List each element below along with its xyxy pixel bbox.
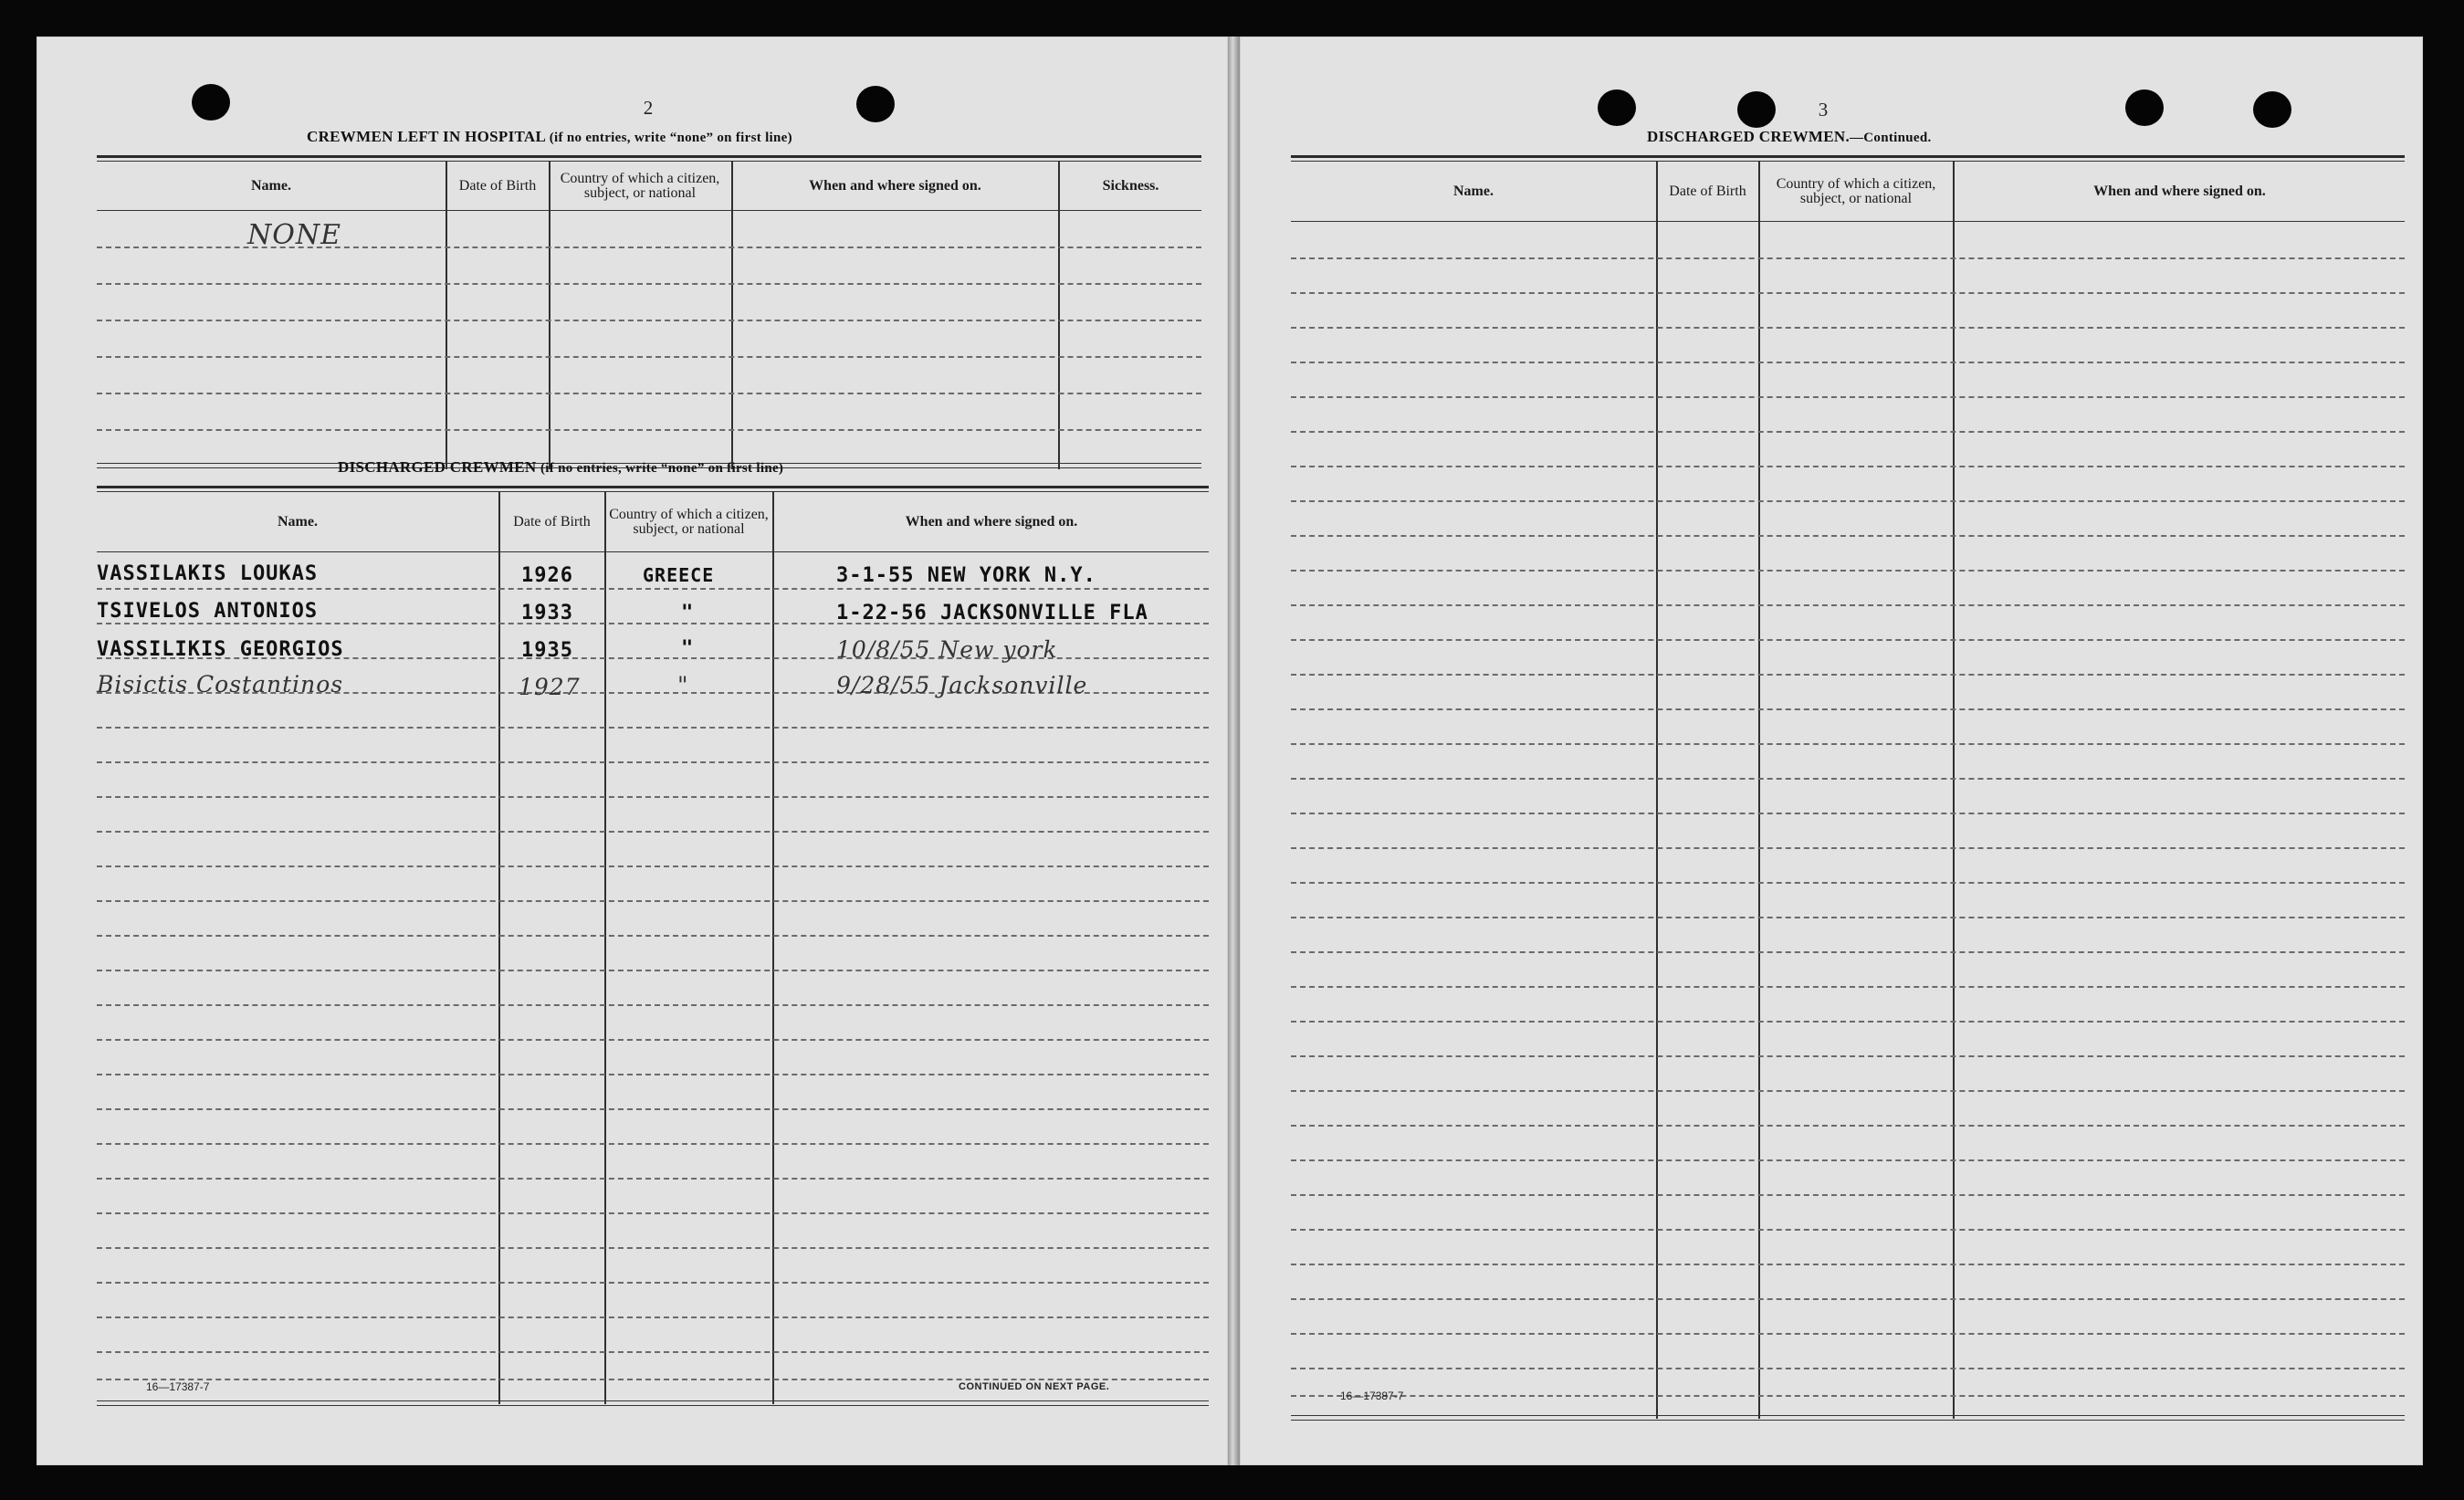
crewman-name: VASSILIKIS GEORGIOS [97,638,344,661]
header-signed: When and where signed on. [905,514,1078,530]
punch-hole [2253,91,2291,128]
header-dob: Date of Birth [1669,184,1746,199]
crewman-signed: 3-1-55 NEW YORK N.Y. [836,564,1096,587]
header-dob: Date of Birth [513,514,591,530]
crewman-dob: 1927 [519,674,581,700]
header-country: Country of which a citizen, subject, or national [560,171,720,201]
header-name: Name. [278,514,318,530]
crewman-country: " [681,602,695,624]
hospital-table [97,155,1201,470]
binding-seam [1228,37,1240,1465]
crewman-dob: 1933 [521,602,573,624]
punch-hole [856,86,895,122]
header-name: Name. [1453,184,1494,199]
header-signed: When and where signed on. [2093,184,2266,199]
punch-hole [1737,91,1776,128]
punch-hole [192,84,230,121]
form-code: 16—17387-7 [1340,1390,1404,1402]
crewman-signed: 10/8/55 New york [836,636,1058,663]
discharged-table [97,486,1209,1410]
header-name: Name. [251,178,291,194]
discharged-note: (if no entries, write “none” on first line) [540,461,784,476]
page-number: 3 [1818,99,1829,121]
form-code: 16—17387-7 [146,1380,210,1393]
crewman-signed: 9/28/55 Jacksonville [836,672,1088,698]
hospital-entry-none: NONE [247,219,341,251]
crewman-country: " [677,672,689,698]
hospital-note: (if no entries, write “none” on first line) [549,131,792,145]
hospital-title-text: CREWMEN LEFT IN HOSPITAL [307,128,546,145]
crewman-name: TSIVELOS ANTONIOS [97,600,319,623]
header-country: Country of which a citizen, subject, or national [1776,176,1936,206]
discharged-section-title [338,458,783,477]
right-page [1240,37,2423,1465]
left-page [37,37,1228,1465]
header-dob: Date of Birth [458,178,537,194]
crewman-dob: 1935 [521,639,573,662]
crewman-name: VASSILAKIS LOUKAS [97,562,319,585]
header-sickness: Sickness. [1102,178,1159,194]
punch-hole [1598,89,1636,126]
crewman-name: Bisictis Costantinos [97,671,344,698]
crewman-dob: 1926 [521,564,573,587]
discharged-continued-title [1647,128,1932,146]
page-number: 2 [643,97,654,119]
discharged-continued-table [1291,155,2405,1422]
crewman-country: " [681,637,695,660]
header-signed: When and where signed on. [809,178,981,194]
continued-note: CONTINUED ON NEXT PAGE. [959,1381,1110,1392]
discharged-title-text: DISCHARGED CREWMEN. [1647,128,1850,145]
crewman-country: GREECE [643,564,715,586]
crewman-signed: 1-22-56 JACKSONVILLE FLA [836,602,1148,624]
hospital-section-title [307,128,792,146]
punch-hole [2125,89,2164,126]
header-country: Country of which a citizen, subject, or national [609,507,769,537]
discharged-title-text: DISCHARGED CREWMEN [338,458,537,476]
continued-suffix: —Continued. [1850,131,1932,145]
